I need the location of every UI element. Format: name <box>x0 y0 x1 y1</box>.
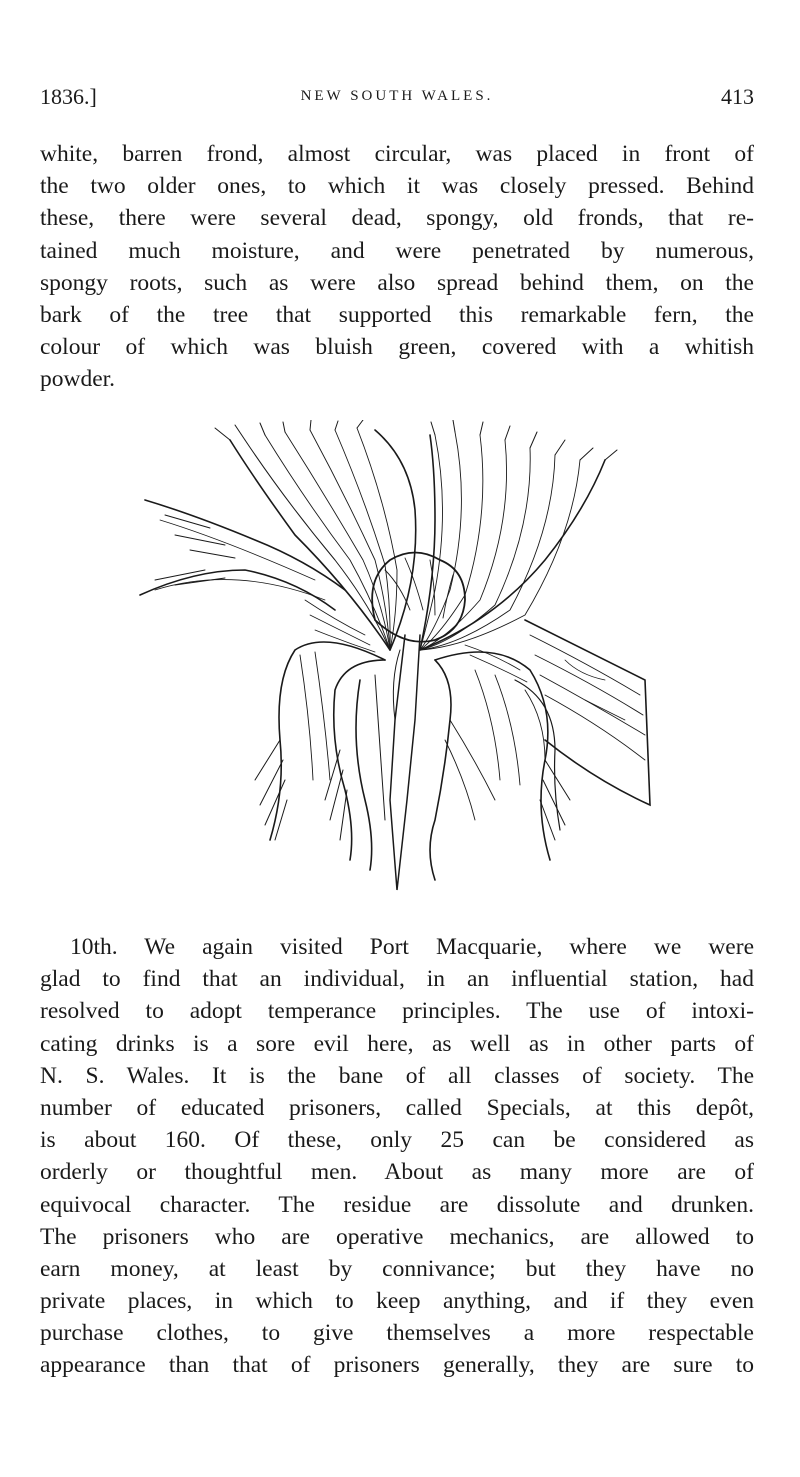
text-line: powder. <box>40 366 116 393</box>
text-line: these, there were several dead, spongy, old fronds, that re- <box>40 205 754 232</box>
page-number: 413 <box>721 84 754 109</box>
text-line: N. S. Wales. It is the bane of all classes of society. The <box>40 1062 754 1089</box>
text-line: spongy roots, such as were also spread behind them, on the <box>40 269 754 296</box>
staghorn-fern-illustration <box>135 420 655 900</box>
text-line: orderly or thoughtful men. About as many more are of <box>40 1159 754 1186</box>
text-line: bark of the tree that supported this remarkable fern, the <box>40 301 754 328</box>
text-line: cating drinks is a sore evil here, as well as in other parts of <box>40 1030 754 1057</box>
fern-engraving-icon <box>135 420 655 900</box>
text-line: purchase clothes, to give themselves a more respectable <box>40 1320 754 1347</box>
text-line: appearance than that of prisoners generally, they are sure to <box>40 1352 754 1379</box>
text-line: number of educated prisoners, called Specials, at this depôt, <box>40 1094 754 1121</box>
paragraph-port-macquarie <box>40 931 754 1382</box>
text-line: the two older ones, to which it was closely pressed. Behind <box>40 173 754 200</box>
text-line: glad to find that an individual, in an influential station, had <box>40 966 754 993</box>
text-line: colour of which was bluish green, covered with a whitish <box>40 334 754 361</box>
header-year: 1836.] <box>40 84 97 109</box>
text-line: tained much moisture, and were penetrated by numerous, <box>40 237 754 264</box>
text-line: is about 160. Of these, only 25 can be considered as <box>40 1127 754 1154</box>
text-line: The prisoners who are operative mechanics, are allowed to <box>40 1223 754 1250</box>
text-line: white, barren frond, almost circular, was placed in front of <box>40 141 754 167</box>
text-line: resolved to adopt temperance principles. The use of intoxi- <box>40 998 754 1025</box>
text-line: earn money, at least by connivance; but they have no <box>40 1255 754 1282</box>
header-title: NEW SOUTH WALES. <box>300 88 494 104</box>
text-line: 10th. We again visited Port Macquarie, where we were <box>70 934 754 960</box>
paragraph-fern-description <box>40 138 754 396</box>
running-header <box>40 84 754 118</box>
text-line: equivocal character. The residue are dissolute and drunken. <box>40 1191 754 1218</box>
text-line: private places, in which to keep anything, and if they even <box>40 1288 754 1315</box>
